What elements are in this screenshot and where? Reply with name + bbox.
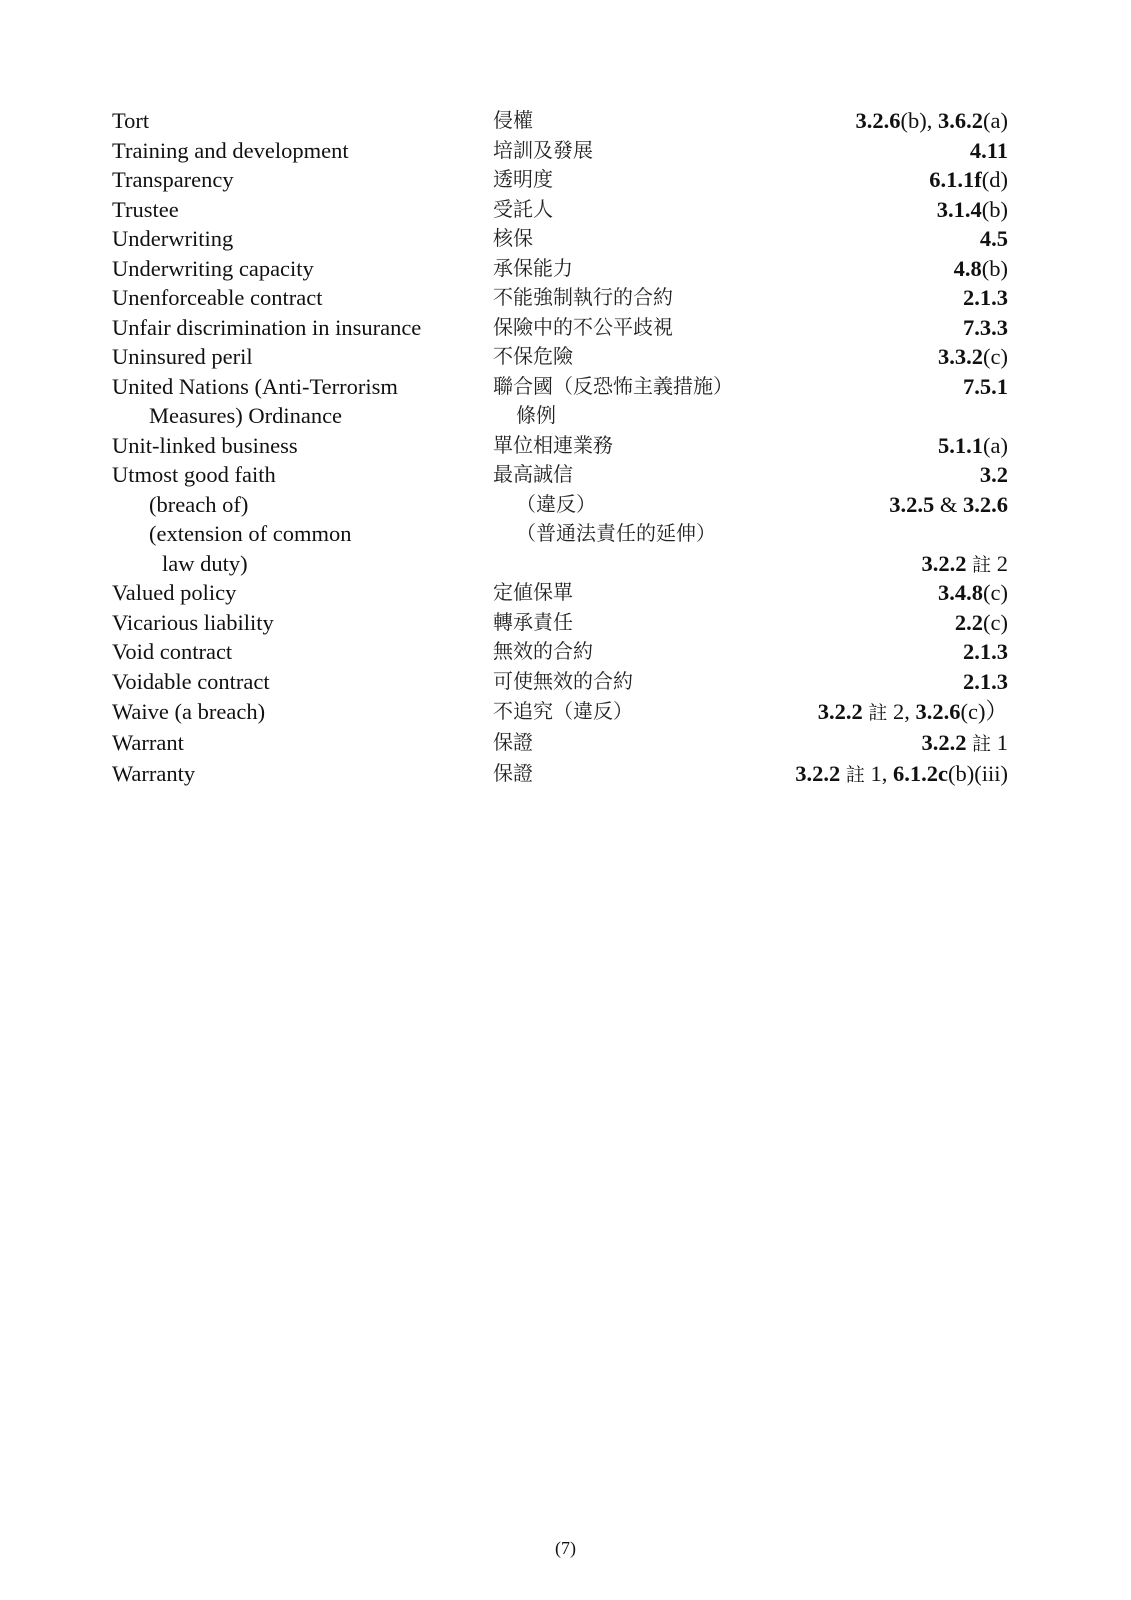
reference-part: 2 xyxy=(991,550,1008,576)
chinese-term: 保險中的不公平歧視 xyxy=(493,314,673,339)
chinese-term: 單位相連業務 xyxy=(493,432,613,457)
index-entry xyxy=(112,519,1008,549)
index-entry xyxy=(112,136,1008,166)
index-entry xyxy=(112,313,1008,343)
chinese-term: 不能強制執行的合約 xyxy=(493,285,673,309)
chinese-term: 定値保單 xyxy=(493,580,573,604)
chinese-term: （普通法責任的延伸） xyxy=(516,521,716,545)
reference-part: (c) xyxy=(983,580,1008,605)
reference-part: 3.2.2 xyxy=(795,761,841,786)
english-term: Unit-linked business xyxy=(112,432,298,458)
index-entry xyxy=(112,490,1008,520)
section-reference xyxy=(795,758,1008,791)
english-term: Training and development xyxy=(112,137,349,163)
chinese-term: 無效的合約 xyxy=(493,639,593,663)
chinese-term: 承保能力 xyxy=(493,255,573,280)
index-entry xyxy=(112,608,1008,638)
chinese-term: 培訓及發展 xyxy=(493,137,593,162)
section-reference xyxy=(963,637,1008,667)
reference-part: 註 xyxy=(972,733,992,755)
index-entry xyxy=(112,758,1008,789)
index-entry xyxy=(112,578,1008,608)
reference-part: (b) xyxy=(981,255,1008,281)
english-term: (breach of) xyxy=(149,491,249,517)
section-reference xyxy=(938,431,1008,461)
reference-part: 7.5.1 xyxy=(963,373,1008,399)
index-entry xyxy=(112,224,1008,254)
reference-part: (b)(iii) xyxy=(948,761,1008,786)
english-term: Uninsured peril xyxy=(112,344,253,369)
index-entry xyxy=(112,283,1008,313)
reference-part: 3.2.5 xyxy=(889,491,935,517)
english-term: Vicarious liability xyxy=(112,609,274,635)
reference-part: 3.2.2 xyxy=(817,699,863,724)
chinese-term: 侵權 xyxy=(493,108,533,132)
section-reference xyxy=(921,549,1008,581)
reference-part: 3.2 xyxy=(979,462,1008,487)
index-entry xyxy=(112,667,1008,697)
reference-part: (b), xyxy=(900,108,939,133)
index-entry xyxy=(112,549,1008,579)
english-term: (extension of common xyxy=(149,521,352,546)
reference-part: 2.1.3 xyxy=(963,285,1008,310)
chinese-term: 不追究（違反） xyxy=(493,699,633,723)
english-term: Unenforceable contract xyxy=(112,285,323,310)
english-term: Warranty xyxy=(112,761,196,786)
reference-part: 3.1.4 xyxy=(936,196,982,222)
reference-part: 3.6.2 xyxy=(938,108,984,133)
chinese-term: 條例 xyxy=(516,403,556,427)
english-term: law duty) xyxy=(162,550,248,576)
english-term: Unfair discrimination in insurance xyxy=(112,314,422,340)
reference-part: 5.1.1 xyxy=(938,432,984,458)
reference-part: (d) xyxy=(981,167,1008,192)
section-reference xyxy=(929,165,1008,195)
reference-part: 2.1.3 xyxy=(963,668,1008,694)
section-reference xyxy=(856,106,1008,136)
reference-part: 6.1.1f xyxy=(929,167,982,192)
index-entry xyxy=(112,460,1008,490)
index-entry xyxy=(112,727,1008,758)
chinese-term: 可使無效的合約 xyxy=(493,668,633,693)
chinese-term: （違反） xyxy=(516,491,596,516)
reference-part: 3.2.6 xyxy=(855,108,901,133)
index-entry xyxy=(112,106,1008,136)
section-reference xyxy=(980,224,1008,254)
index-entry xyxy=(112,696,1008,727)
reference-part: 2.2 xyxy=(954,609,984,635)
chinese-term: 核保 xyxy=(493,226,533,250)
english-term: Void contract xyxy=(112,639,233,664)
section-reference xyxy=(921,727,1008,760)
reference-part: 2, xyxy=(887,699,916,724)
chinese-term: 保證 xyxy=(493,761,533,785)
reference-part: (a) xyxy=(983,432,1008,458)
chinese-term: 不保危險 xyxy=(493,344,573,368)
reference-part: 3.2.2 xyxy=(921,730,967,755)
english-term: United Nations (Anti-Terrorism xyxy=(112,373,398,399)
index-entry xyxy=(112,637,1008,667)
reference-part: (c) xyxy=(983,609,1008,635)
section-reference xyxy=(963,283,1008,313)
section-reference xyxy=(963,372,1008,402)
section-reference xyxy=(980,460,1008,490)
page-number: (7) xyxy=(555,1538,576,1558)
index-entry xyxy=(112,342,1008,372)
reference-part: 3.4.8 xyxy=(938,580,984,605)
section-reference xyxy=(955,608,1008,638)
section-reference xyxy=(938,342,1008,372)
english-term: Valued policy xyxy=(112,580,237,605)
section-reference xyxy=(963,667,1008,697)
reference-part: 4.11 xyxy=(969,137,1008,163)
reference-part: (c)） xyxy=(960,699,1008,724)
index-entry xyxy=(112,372,1008,402)
reference-part: 3.2.6 xyxy=(963,491,1008,517)
section-reference xyxy=(937,195,1008,225)
english-term: Voidable contract xyxy=(112,668,270,694)
reference-part: 1, xyxy=(864,761,894,786)
section-reference xyxy=(954,254,1008,284)
reference-part: & xyxy=(934,491,963,517)
index-entry xyxy=(112,165,1008,195)
reference-part: 3.2.2 xyxy=(921,550,967,576)
index-entry xyxy=(112,254,1008,284)
reference-part: 註 xyxy=(868,702,888,724)
english-term: Utmost good faith xyxy=(112,462,276,487)
section-reference xyxy=(963,313,1008,343)
index-entry xyxy=(112,195,1008,225)
reference-part: 6.1.2c xyxy=(893,761,949,786)
english-term: Waive (a breach) xyxy=(112,699,266,724)
reference-part: 註 xyxy=(845,764,865,786)
chinese-term: 聯合國（反恐怖主義措施） xyxy=(493,373,733,398)
reference-part: (b) xyxy=(981,196,1008,222)
reference-part: 註 xyxy=(972,553,992,576)
english-term: Trustee xyxy=(112,196,179,222)
section-reference xyxy=(818,696,1008,729)
section-reference xyxy=(889,490,1008,520)
reference-part: 3.2.6 xyxy=(915,699,961,724)
english-term: Tort xyxy=(112,108,150,133)
chinese-term: 透明度 xyxy=(493,167,553,191)
reference-part: 3.3.2 xyxy=(938,344,984,369)
section-reference xyxy=(938,578,1008,608)
reference-part: 4.8 xyxy=(953,255,982,281)
english-term: Underwriting xyxy=(112,226,234,251)
glossary-index xyxy=(112,106,1008,789)
section-reference xyxy=(970,136,1008,166)
chinese-term: 受託人 xyxy=(493,196,553,221)
english-term: Transparency xyxy=(112,167,234,192)
reference-part: 2.1.3 xyxy=(963,639,1008,664)
reference-part: (a) xyxy=(983,108,1008,133)
english-term: Measures) Ordinance xyxy=(149,403,343,428)
reference-part: 4.5 xyxy=(979,226,1008,251)
chinese-term: 保證 xyxy=(493,730,533,754)
english-term: Underwriting capacity xyxy=(112,255,314,281)
reference-part: 1 xyxy=(991,730,1008,755)
index-entry xyxy=(112,431,1008,461)
reference-part: (c) xyxy=(983,344,1008,369)
chinese-term: 最高誠信 xyxy=(493,462,573,486)
english-term: Warrant xyxy=(112,730,184,755)
index-entry xyxy=(112,401,1008,431)
reference-part: 7.3.3 xyxy=(963,314,1008,340)
chinese-term: 轉承責任 xyxy=(493,609,573,634)
